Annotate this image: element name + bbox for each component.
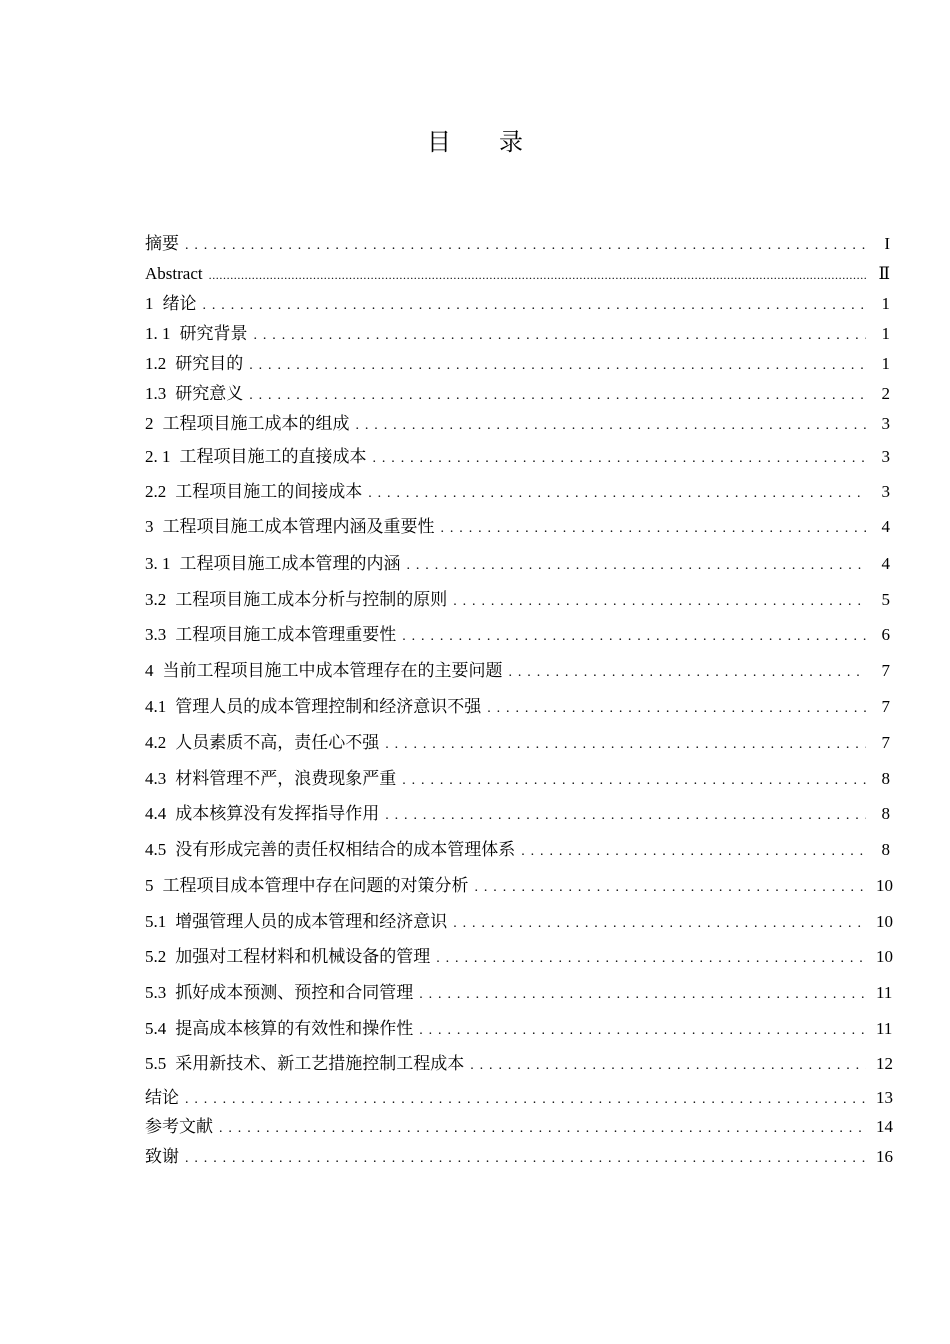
- toc-entry-number: 3: [145, 517, 154, 536]
- toc-dot-leader: [402, 625, 866, 649]
- toc-entry-number: 3.2: [145, 590, 167, 609]
- toc-dot-leader: [436, 947, 866, 971]
- toc-dot-leader: [249, 384, 866, 408]
- toc-entry-title: 结论: [145, 1088, 179, 1107]
- toc-entry[interactable]: [145, 802, 890, 826]
- toc-entry-title: 工程项目施工成本管理的内涵: [179, 554, 401, 573]
- toc-dot-leader: [185, 234, 866, 258]
- toc-entry-page-number: 16: [876, 1147, 893, 1166]
- toc-entry-page-number: 11: [876, 983, 893, 1002]
- toc-entry[interactable]: [145, 292, 890, 316]
- toc-dot-leader: [203, 294, 867, 318]
- toc-entry[interactable]: [145, 1017, 893, 1041]
- toc-entry-title: 绪论: [162, 294, 197, 313]
- toc-entry-title: 提高成本核算的有效性和操作性: [175, 1019, 414, 1038]
- toc-entry-page-number: 1: [881, 324, 890, 343]
- toc-dot-leader: [185, 1147, 866, 1171]
- toc-entry[interactable]: [145, 945, 893, 969]
- toc-entry-title: Abstract: [145, 264, 203, 283]
- toc-entry-title: 管理人员的成本管理控制和经济意识不强: [175, 697, 482, 716]
- toc-entry-number: 4: [145, 661, 154, 680]
- toc-entry-page-number: 7: [881, 697, 890, 716]
- toc-entry[interactable]: [145, 262, 890, 286]
- toc-entry-number: 5.3: [145, 983, 167, 1002]
- toc-entry[interactable]: [145, 731, 890, 755]
- toc-dot-leader: [407, 554, 867, 578]
- toc-dot-leader: [219, 1117, 866, 1141]
- toc-entry-number: 5.2: [145, 947, 167, 966]
- toc-entry[interactable]: [145, 1052, 893, 1076]
- toc-entry-page-number: 13: [876, 1088, 893, 1107]
- toc-entry-page-number: 4: [881, 554, 890, 573]
- toc-entry-number: 2: [145, 414, 154, 433]
- toc-entry-title: 增强管理人员的成本管理和经济意识: [175, 912, 448, 931]
- toc-entry-title: 工程项目施工的直接成本: [179, 447, 367, 466]
- toc-entry-title: 工程项目施工成本管理内涵及重要性: [162, 517, 435, 536]
- toc-entry-title: 参考文献: [145, 1117, 213, 1136]
- toc-entry-page-number: 3: [881, 482, 890, 501]
- toc-dot-leader: [373, 447, 867, 471]
- toc-entry-page-number: 14: [876, 1117, 893, 1136]
- toc-entry[interactable]: [145, 588, 890, 612]
- toc-entry[interactable]: [145, 445, 890, 469]
- toc-entry-title: 工程项目成本管理中存在问题的对策分析: [162, 876, 469, 895]
- toc-entry-number: 2.2: [145, 482, 167, 501]
- toc-entry[interactable]: [145, 659, 890, 683]
- toc-entry-number: 1. 1: [145, 324, 171, 343]
- toc-entry[interactable]: [145, 981, 893, 1005]
- toc-entry-page-number: Ⅱ: [878, 264, 890, 283]
- toc-entry-title: 人员素质不高，责任心不强: [175, 733, 380, 752]
- toc-entry-title: 材料管理不严，浪费现象严重: [175, 769, 397, 788]
- toc-entry[interactable]: [145, 838, 890, 862]
- toc-entry-page-number: I: [884, 234, 890, 253]
- toc-entry[interactable]: [145, 874, 893, 898]
- toc-entry-page-number: 12: [876, 1054, 893, 1073]
- toc-entry-number: 4.4: [145, 804, 167, 823]
- toc-entry-page-number: 8: [881, 804, 890, 823]
- toc-entry-number: 4.2: [145, 733, 167, 752]
- toc-entry-number: 5.4: [145, 1019, 167, 1038]
- toc-entry-title: 没有形成完善的责任权相结合的成本管理体系: [175, 840, 516, 859]
- toc-entry-number: 5.1: [145, 912, 167, 931]
- toc-entry[interactable]: [145, 910, 893, 934]
- toc-entry[interactable]: [145, 322, 890, 346]
- toc-entry-title: 抓好成本预测、预控和合同管理: [175, 983, 414, 1002]
- toc-entry-number: 1.2: [145, 354, 167, 373]
- toc-entry[interactable]: [145, 1145, 893, 1169]
- toc-entry-page-number: 2: [881, 384, 890, 403]
- toc-entry-title: 致谢: [145, 1147, 179, 1166]
- toc-dot-leader: [521, 840, 866, 864]
- toc-entry-title: 研究目的: [175, 354, 244, 373]
- toc-dot-leader: [368, 482, 866, 506]
- toc-entry-title: 工程项目施工成本管理重要性: [175, 625, 397, 644]
- toc-entry[interactable]: [145, 382, 890, 406]
- toc-entry-number: 2. 1: [145, 447, 171, 466]
- toc-entry[interactable]: [145, 232, 890, 256]
- toc-entry-page-number: 8: [881, 840, 890, 859]
- toc-dot-leader: [249, 354, 866, 378]
- toc-dot-leader: [487, 697, 866, 721]
- toc-entry[interactable]: [145, 695, 890, 719]
- toc-dot-leader: [453, 912, 866, 936]
- toc-entry-page-number: 6: [881, 625, 890, 644]
- toc-entry-page-number: 4: [881, 517, 890, 536]
- toc-entry-title: 采用新技术、新工艺措施控制工程成本: [175, 1054, 465, 1073]
- toc-entry-title: 工程项目施工成本分析与控制的原则: [175, 590, 448, 609]
- toc-entry[interactable]: [145, 515, 890, 539]
- toc-entry[interactable]: [145, 480, 890, 504]
- toc-entry-title: 摘要: [145, 234, 179, 253]
- toc-entry[interactable]: [145, 1115, 893, 1139]
- toc-dot-leader: [419, 983, 866, 1007]
- toc-entry-number: 4.5: [145, 840, 167, 859]
- toc-entry-number: 3.3: [145, 625, 167, 644]
- toc-dot-leader: [470, 1054, 866, 1078]
- toc-entry-title: 研究意义: [175, 384, 244, 403]
- toc-entry-page-number: 3: [881, 447, 890, 466]
- toc-dot-leader: [475, 876, 867, 900]
- toc-entry-page-number: 1: [881, 354, 890, 373]
- toc-entry-title: 工程项目施工成本的组成: [162, 414, 350, 433]
- toc-dot-leader: [385, 733, 866, 757]
- toc-entry-number: 5.5: [145, 1054, 167, 1073]
- toc-entry-page-number: 3: [881, 414, 890, 433]
- toc-entry-title: 加强对工程材料和机械设备的管理: [175, 947, 431, 966]
- toc-entry[interactable]: [145, 623, 890, 647]
- toc-entry-page-number: 5: [881, 590, 890, 609]
- toc-entry-title: 工程项目施工的间接成本: [175, 482, 363, 501]
- page-title-part1: 目: [427, 128, 451, 156]
- toc-entry[interactable]: [145, 352, 890, 376]
- toc-dot-leader: [441, 517, 867, 541]
- toc-dot-leader: [209, 263, 866, 288]
- toc-entry[interactable]: [145, 412, 890, 436]
- toc-dot-leader: [453, 590, 866, 614]
- toc-entry-number: 1.3: [145, 384, 167, 403]
- toc-entry-page-number: 8: [881, 769, 890, 788]
- toc-dot-leader: [402, 769, 866, 793]
- toc-entry-page-number: 1: [881, 294, 890, 313]
- toc-dot-leader: [356, 414, 867, 438]
- toc-entry-page-number: 10: [876, 947, 893, 966]
- toc-entry-number: 4.3: [145, 769, 167, 788]
- toc-entry[interactable]: [145, 552, 890, 576]
- toc-entry-number: 1: [145, 294, 154, 313]
- toc-entry-page-number: 7: [881, 733, 890, 752]
- toc-entry-page-number: 10: [876, 876, 893, 895]
- toc-dot-leader: [419, 1019, 866, 1043]
- toc-dot-leader: [509, 661, 867, 685]
- toc-entry-page-number: 7: [881, 661, 890, 680]
- toc-entry[interactable]: [145, 767, 890, 791]
- page-title-part2: 录: [499, 128, 523, 156]
- toc-entry-page-number: 10: [876, 912, 893, 931]
- toc-entry-number: 5: [145, 876, 154, 895]
- toc-entry-number: 3. 1: [145, 554, 171, 573]
- toc-dot-leader: [185, 1088, 866, 1112]
- toc-dot-leader: [385, 804, 866, 828]
- toc-entry-title: 当前工程项目施工中成本管理存在的主要问题: [162, 661, 503, 680]
- toc-entry-page-number: 11: [876, 1019, 893, 1038]
- toc-dot-leader: [254, 324, 867, 348]
- toc-entry-title: 研究背景: [179, 324, 248, 343]
- toc-entry[interactable]: [145, 1086, 893, 1110]
- toc-entry-number: 4.1: [145, 697, 167, 716]
- toc-entry-title: 成本核算没有发挥指导作用: [175, 804, 380, 823]
